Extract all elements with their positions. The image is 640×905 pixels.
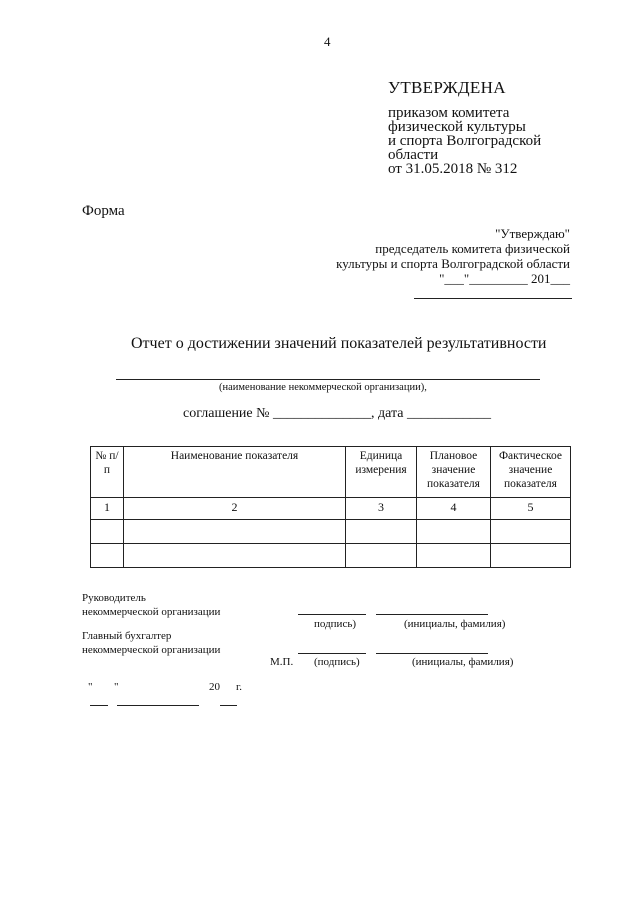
approval-order bbox=[388, 106, 578, 176]
org-name-line bbox=[116, 379, 540, 380]
accountant-label-line: Главный бухгалтер bbox=[82, 630, 172, 642]
accountant-signature-caption: (подпись) bbox=[314, 656, 360, 668]
head-signature-line bbox=[298, 614, 366, 615]
approve-line: культуры и спорта Волгоградской области bbox=[336, 256, 570, 271]
table-header-row bbox=[91, 447, 571, 498]
accountant-label-line: некоммерческой организации bbox=[82, 644, 221, 656]
approve-date-line: "___"_________ 201___ bbox=[439, 271, 570, 286]
column-number-cell: 2 bbox=[124, 498, 346, 520]
date-year: 20 bbox=[209, 681, 220, 693]
table-cell[interactable] bbox=[91, 520, 124, 544]
head-signature-caption: подпись) bbox=[314, 618, 357, 630]
approval-heading: УТВЕРЖДЕНА bbox=[388, 78, 506, 97]
approval-line: и спорта Волгоградской bbox=[388, 133, 542, 149]
approval-line: области bbox=[388, 147, 439, 163]
table-cell[interactable] bbox=[124, 544, 346, 568]
header-actual: Фактическое значение показателя bbox=[491, 447, 571, 498]
head-label-line: некоммерческой организации bbox=[82, 606, 221, 618]
head-name-caption: (инициалы, фамилия) bbox=[404, 618, 506, 630]
approve-block bbox=[336, 226, 570, 286]
accountant-signature-line bbox=[298, 653, 366, 654]
table-cell[interactable] bbox=[346, 544, 417, 568]
head-label bbox=[82, 591, 220, 619]
report-title: Отчет о достижении значений показателей результативности bbox=[131, 335, 547, 352]
column-number-cell: 1 bbox=[91, 498, 124, 520]
table-cell[interactable] bbox=[417, 544, 491, 568]
approval-line: от 31.05.2018 № 312 bbox=[388, 161, 518, 177]
table-row bbox=[91, 520, 571, 544]
page-number: 4 bbox=[324, 34, 331, 49]
table-cell[interactable] bbox=[124, 520, 346, 544]
table-cell[interactable] bbox=[91, 544, 124, 568]
date-year-line bbox=[220, 705, 237, 706]
date-day-line bbox=[90, 705, 108, 706]
date-quote-close: " bbox=[114, 681, 119, 693]
approve-signature-line bbox=[414, 298, 572, 299]
header-unit: Единица измерения bbox=[346, 447, 417, 498]
column-number-cell: 4 bbox=[417, 498, 491, 520]
table-row bbox=[91, 498, 571, 520]
accountant-name-line bbox=[376, 653, 488, 654]
column-number-cell: 5 bbox=[491, 498, 571, 520]
date-quote-open: " bbox=[88, 681, 93, 693]
column-number-cell: 3 bbox=[346, 498, 417, 520]
header-number: № п/п bbox=[91, 447, 124, 498]
indicators-table bbox=[90, 446, 571, 568]
head-name-line bbox=[376, 614, 488, 615]
table-cell[interactable] bbox=[346, 520, 417, 544]
accountant-label bbox=[82, 629, 220, 657]
header-planned: Плановое значение показателя bbox=[417, 447, 491, 498]
date-month-line bbox=[117, 705, 199, 706]
header-indicator-name: Наименование показателя bbox=[124, 447, 346, 498]
approval-line: физической культуры bbox=[388, 119, 526, 135]
org-name-caption: (наименование некоммерческой организации), bbox=[219, 382, 427, 393]
approval-line: приказом комитета bbox=[388, 105, 510, 121]
date-suffix: г. bbox=[236, 681, 243, 693]
stamp-place: М.П. bbox=[270, 656, 294, 668]
table-row bbox=[91, 544, 571, 568]
table-cell[interactable] bbox=[491, 520, 571, 544]
approve-word: "Утверждаю" bbox=[495, 226, 570, 241]
agreement-line: соглашение № ______________, дата ____________ bbox=[183, 406, 491, 421]
table-cell[interactable] bbox=[417, 520, 491, 544]
head-label-line: Руководитель bbox=[82, 592, 146, 604]
accountant-name-caption: (инициалы, фамилия) bbox=[412, 656, 514, 668]
table-cell[interactable] bbox=[491, 544, 571, 568]
approve-line: председатель комитета физической bbox=[375, 241, 570, 256]
form-label: Форма bbox=[82, 203, 125, 219]
